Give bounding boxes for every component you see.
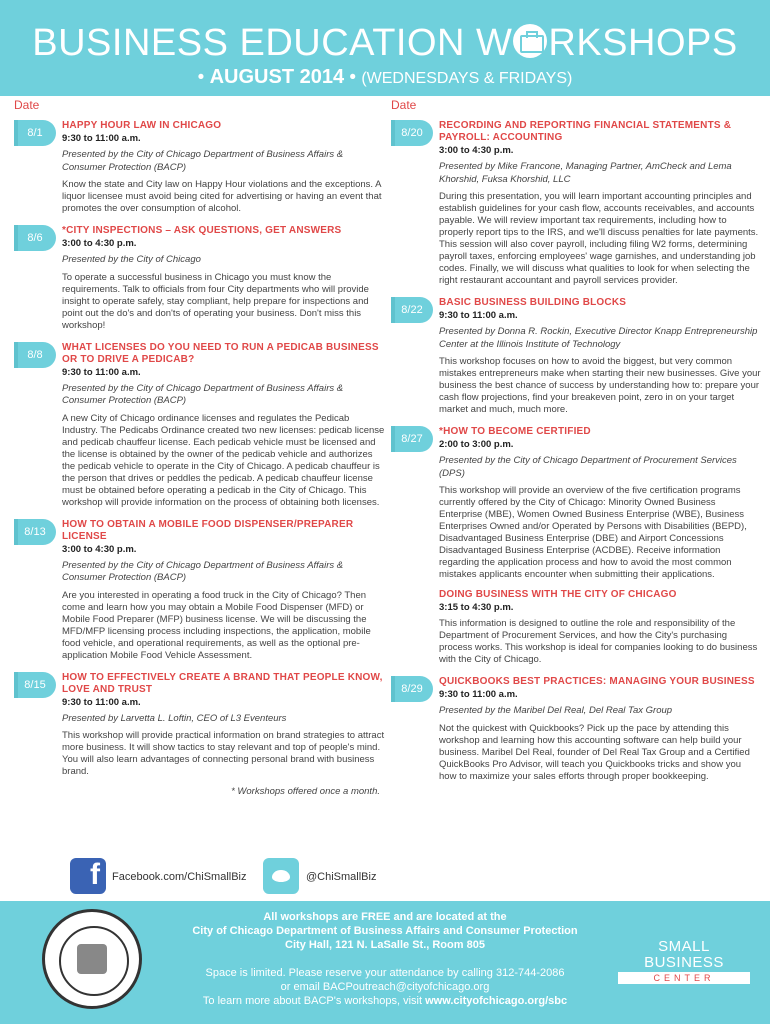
right-column (391, 98, 761, 783)
event-time: 3:00 to 4:30 p.m. (439, 145, 514, 156)
event-title: *HOW TO BECOME CERTIFIED (439, 426, 591, 437)
sbc-logo-top: SMALL BUSINESS (644, 938, 724, 971)
date-badge: 8/1 (14, 120, 56, 146)
page-subtitle (0, 66, 770, 89)
footer-line-4: Space is limited. Please reserve your attendance by calling 312-744-2086 (205, 967, 565, 979)
header-banner (0, 0, 770, 96)
workshop-event (14, 519, 386, 662)
event-time: 3:15 to 4:30 p.m. (439, 602, 514, 613)
event-time: 2:00 to 3:00 p.m. (439, 439, 514, 450)
title-text-start: BUSINESS EDUCATION W (32, 22, 513, 64)
event-description: Know the state and City law on Happy Hour violations and the exceptions. A liquor licensee must avoid being cited for advertising or having an event that promotes the over consumption of alcohol. (62, 179, 382, 214)
twitter-handle[interactable]: @ChiSmallBiz (306, 871, 377, 883)
event-time: 9:30 to 11:00 a.m. (439, 310, 518, 321)
footer-email[interactable]: or email BACPoutreach@cityofchicago.org (280, 981, 490, 993)
event-title: HAPPY HOUR LAW IN CHICAGO (62, 120, 222, 131)
event-title: DOING BUSINESS WITH THE CITY OF CHICAGO (439, 589, 677, 600)
workshop-event (391, 426, 761, 581)
event-presenter: Presented by the City of Chicago Department of Business Affairs & Consumer Protection (BACP) (62, 382, 344, 406)
event-title: HOW TO EFFECTIVELY CREATE A BRAND THAT PEOPLE KNOW, LOVE AND TRUST (62, 671, 383, 695)
date-badge: 8/29 (391, 676, 433, 702)
date-badge: 8/8 (14, 342, 56, 368)
days-label: (WEDNESDAYS & FRIDAYS) (361, 70, 573, 87)
event-presenter: Presented by the City of Chicago Department of Business Affairs & Consumer Protection (BACP) (62, 149, 344, 173)
workshop-event (14, 120, 386, 215)
event-time: 9:30 to 11:00 a.m. (62, 696, 141, 708)
event-presenter: Presented by the City of Chicago Department of Business Affairs & Consumer Protection (BACP) (62, 559, 344, 583)
event-time: 9:30 to 11:00 a.m. (62, 366, 141, 378)
event-time: 9:30 to 11:00 a.m. (62, 133, 141, 144)
event-presenter: Presented by Larvetta L. Loftin, CEO of L3 Eventeurs (62, 712, 287, 724)
date-badge: 8/13 (14, 519, 56, 545)
footer-banner (0, 901, 770, 1024)
date-badge: 8/27 (391, 426, 433, 452)
date-column-header: Date (14, 98, 40, 112)
event-presenter: Presented by the City of Chicago Department of Procurement Services (DPS) (439, 455, 737, 479)
workshop-event (14, 672, 386, 779)
footer-line-6 (0, 995, 770, 1007)
facebook-link[interactable]: Facebook.com/ChiSmallBiz (112, 871, 247, 883)
event-description: This information is designed to outline the role and responsibility of the Department of Procurement Services, and how the City's purchasing process works. This workshop is ideal for companies looking to do business with the City of Chicago. (439, 618, 758, 665)
date-column-header: Date (391, 98, 417, 112)
month-label: AUGUST 2014 (209, 66, 345, 88)
small-business-center-logo (618, 938, 750, 983)
event-presenter: Presented by the City of Chicago (62, 254, 201, 265)
facebook-icon[interactable] (70, 858, 106, 894)
footer-line-1: All workshops are FREE and are located at the (263, 911, 507, 923)
event-title: QUICKBOOKS BEST PRACTICES: MANAGING YOUR BUSINESS (439, 676, 755, 687)
workshop-note: * Workshops offered once a month. (231, 786, 380, 797)
briefcase-icon (513, 24, 547, 58)
date-badge: 8/15 (14, 672, 56, 698)
workshop-event (14, 225, 386, 332)
footer-line-6-text: To learn more about BACP's workshops, visit (202, 995, 426, 1007)
workshop-event (391, 589, 761, 666)
title-text-end: RKSHOPS (548, 22, 738, 64)
event-description: During this presentation, you will learn important accounting principles and establish guidelines for your cash flow, accounts receivables, and accounts payable. We will review important tax requirements, including how to properly report tips to the IRS, and we'll discuss penalties for late payments. This session will also cover payroll, including filing W2 forms, determining payroll taxes, enforcing employees' wage garnishes, and understanding job codes. Finally, we will discuss what qualities to look for when selecting the right restaurant accountant and payroll services provider. (439, 191, 759, 286)
twitter-icon[interactable] (263, 858, 299, 894)
left-column (14, 98, 386, 797)
event-description: Not the quickest with Quickbooks? Pick up the pace by attending this workshop and learning how this accounting software can help build your business. Maribel Del Real, founder of Del Real Tax Group and a Certified QuickBooks Pro Advisor, will teach you Quickbooks tricks and show you how to maximize your sales efforts through proper bookkeeping. (439, 722, 750, 782)
footer-line-2: City of Chicago Department of Business Affairs and Consumer Protection (192, 925, 578, 937)
page-title (0, 22, 770, 65)
event-time: 3:00 to 4:30 p.m. (62, 238, 137, 249)
event-time: 9:30 to 11:00 a.m. (439, 689, 518, 700)
event-title: HOW TO OBTAIN A MOBILE FOOD DISPENSER/PREPARER LICENSE (62, 518, 354, 542)
workshop-event (391, 120, 761, 287)
event-presenter: Presented by Donna R. Rockin, Executive Director Knapp Entrepreneurship Center at the Illinois Institute of Technology (439, 326, 758, 350)
event-title: BASIC BUSINESS BUILDING BLOCKS (439, 297, 627, 308)
footer-website-link[interactable]: www.cityofchicago.org/sbc (425, 995, 568, 1007)
footer-line-3: City Hall, 121 N. LaSalle St., Room 805 (285, 939, 485, 951)
event-title: WHAT LICENSES DO YOU NEED TO RUN A PEDICAB BUSINESS OR TO DRIVE A PEDICAB? (62, 341, 379, 365)
event-title: *CITY INSPECTIONS – ASK QUESTIONS, GET ANSWERS (62, 225, 342, 236)
facebook-icon-glyph: f (90, 858, 100, 891)
date-badge: 8/20 (391, 120, 433, 146)
sbc-logo-bottom: CENTER (618, 972, 750, 984)
event-time: 3:00 to 4:30 p.m. (62, 543, 137, 555)
bullet-right: • (349, 67, 357, 88)
event-description: Are you interested in operating a food truck in the City of Chicago? Then come and learn how you may obtain a Mobile Food Dispenser (MFD) or Mobile Food Preparer (MFP) business license. We will be discussing the MFD/MFP licensing process including inspections, the application, mobile food vehicle, and operational requirements, as well as the optional pre-application Mobile Food Vehicle Assessment. (62, 589, 371, 661)
social-links (0, 858, 390, 898)
event-title: RECORDING AND REPORTING FINANCIAL STATEMENTS & PAYROLL: ACCOUNTING (439, 120, 732, 143)
event-description: This workshop focuses on how to avoid the biggest, but very common mistakes entrepreneurs make when starting their new businesses. Give your business the best chance of success by understanding how to: prepare your cash flow projections, find your breakeven point, zero in on your target market and much, much more. (439, 356, 761, 415)
event-presenter: Presented by the Maribel Del Real, Del Real Tax Group (439, 705, 673, 716)
event-description: This workshop will provide an overview of the five certification programs currently offered by the City of Chicago: Minority Owned Business Enterprise (MBE), Women Owned Business Enterprise (WBE), Business Enterprises Owned and/or Operated by Persons with Disabilities (BEPD), Disadvantaged Business Enterprise (DBE) and Airport Concessions Disadvantaged Business Enterprise (ACDBE). Receive information regarding the application process and how to avoid the most common mistakes applicants encounter when submitting their applications. (439, 485, 747, 580)
event-description: A new City of Chicago ordinance licenses and regulates the Pedicab Industry. The Pedicabs Ordinance created two new licenses: pedicab license and pedicab chauffeur license. Each pedicab vehicle must be licensed and the license is obtained by the owner of the pedicab vehicle and authorizes the pedicab vehicle to operate in the City of Chicago. A pedicab chauffeur is the person that drives or peddles the pedicab. A pedicab chauffeur license must be obtained before operating a pedicab in the City of Chicago. This workshop will provide information on the process of obtaining both licenses. (62, 412, 385, 508)
workshop-event (391, 297, 761, 416)
bullet-left: • (197, 67, 205, 88)
date-badge: 8/22 (391, 297, 433, 323)
workshop-event (14, 342, 386, 509)
city-seal-logo (42, 909, 142, 1009)
workshop-event (391, 676, 761, 783)
date-badge: 8/6 (14, 225, 56, 251)
event-description: This workshop will provide practical information on brand strategies to attract more business. It will show tactics to stay relevant and top of people's mind. You will also learn advantages of connecting personal brand with business brand. (62, 730, 385, 777)
event-description: To operate a successful business in Chicago you must know the requirements. Talk to officials from four City departments who will provide insight to operate safely, stay compliant, help prepare for inspections and point out the do's and don'ts of operating your business. Don't miss this workshop! (62, 271, 369, 331)
event-presenter: Presented by Mike Francone, Managing Partner, AmCheck and Lema Khorshid, Fuksa Khorshid, LLC (439, 161, 732, 185)
